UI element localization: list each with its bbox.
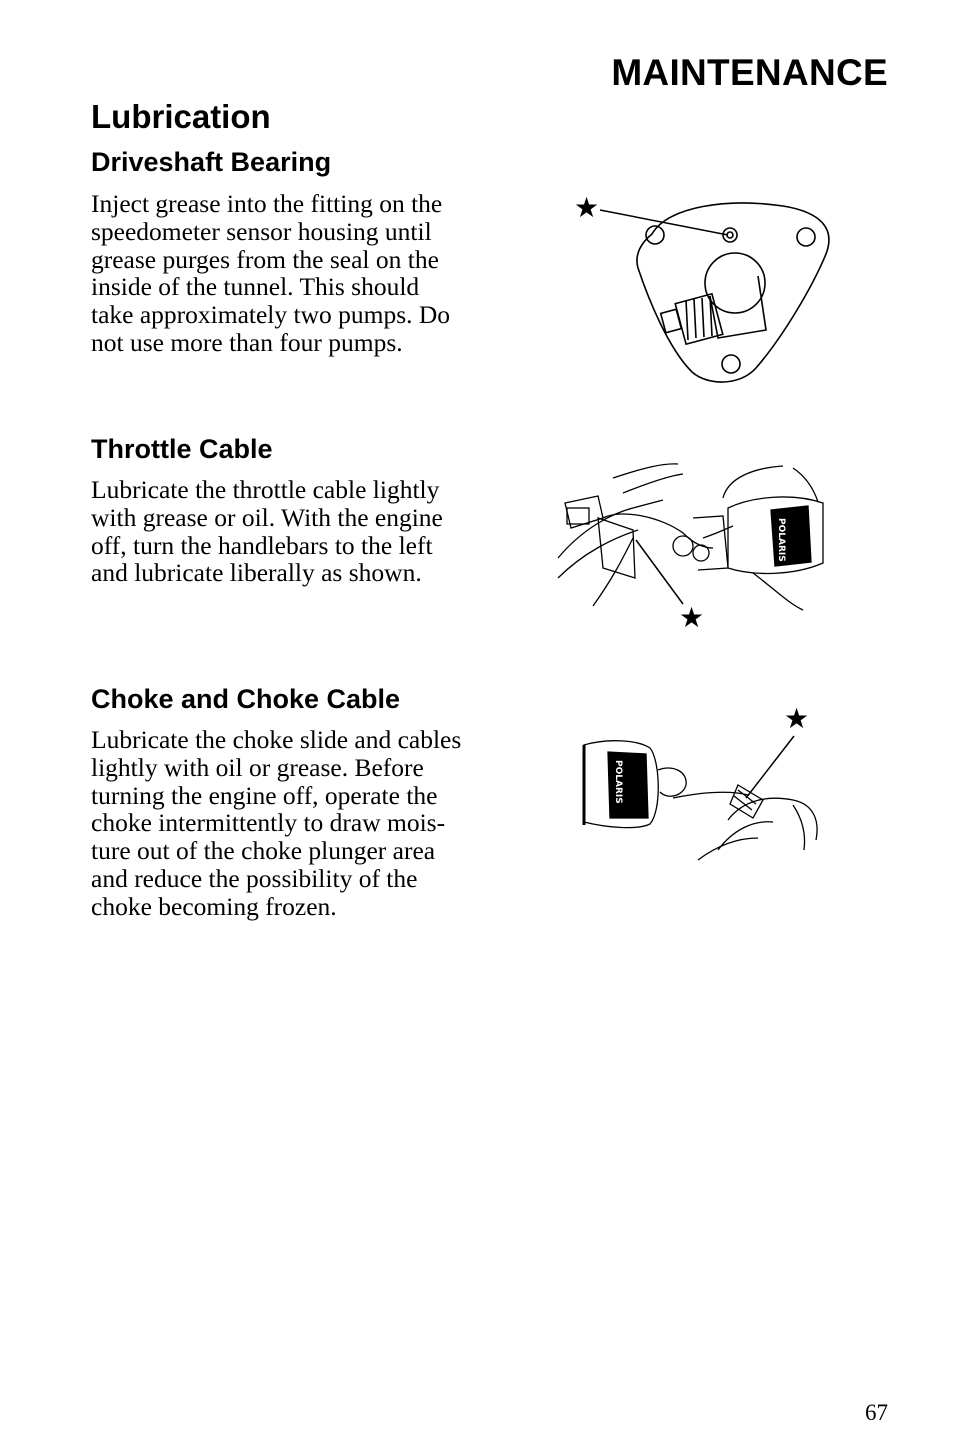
star-marker-icon: ★ [784,702,810,735]
driveshaft-bearing-text: Inject grease into the fitting on the speedometer sensor housing until grease purges from the seal on the inside of the tunnel. This should take approximately two pumps. Do not use more than four pumps. [91,189,451,357]
star-marker-icon: ★ [574,191,600,224]
polaris-logo: POLARIS [776,518,786,562]
heading-throttle-cable: Throttle Cable [91,434,273,464]
choke-cable-figure [578,700,833,870]
bearing-housing-icon [637,203,829,382]
heading-driveshaft-bearing: Driveshaft Bearing [91,147,332,177]
page-title: Lubrication [91,98,271,135]
heading-choke-and-choke-cable: Choke and Choke Cable [91,684,401,714]
choke-cable-text: Lubricate the choke slide and cables lightly with oil or grease. Before turning the engine off, operate the choke intermittently to draw mois- ture out of the choke plunger area and reduce the possibility of the choke becoming frozen. [91,725,462,921]
driveshaft-bearing-figure [568,188,838,393]
section-header: MAINTENANCE [611,52,888,93]
page-number: 67 [865,1400,888,1425]
polaris-logo: POLARIS [613,760,623,804]
throttle-cable-figure [553,458,833,633]
star-marker-icon: ★ [679,601,705,633]
throttle-cable-text: Lubricate the throttle cable lightly with grease or oil. With the engine off, turn the handlebars to the left and lubricate liberally as shown. [91,475,443,588]
